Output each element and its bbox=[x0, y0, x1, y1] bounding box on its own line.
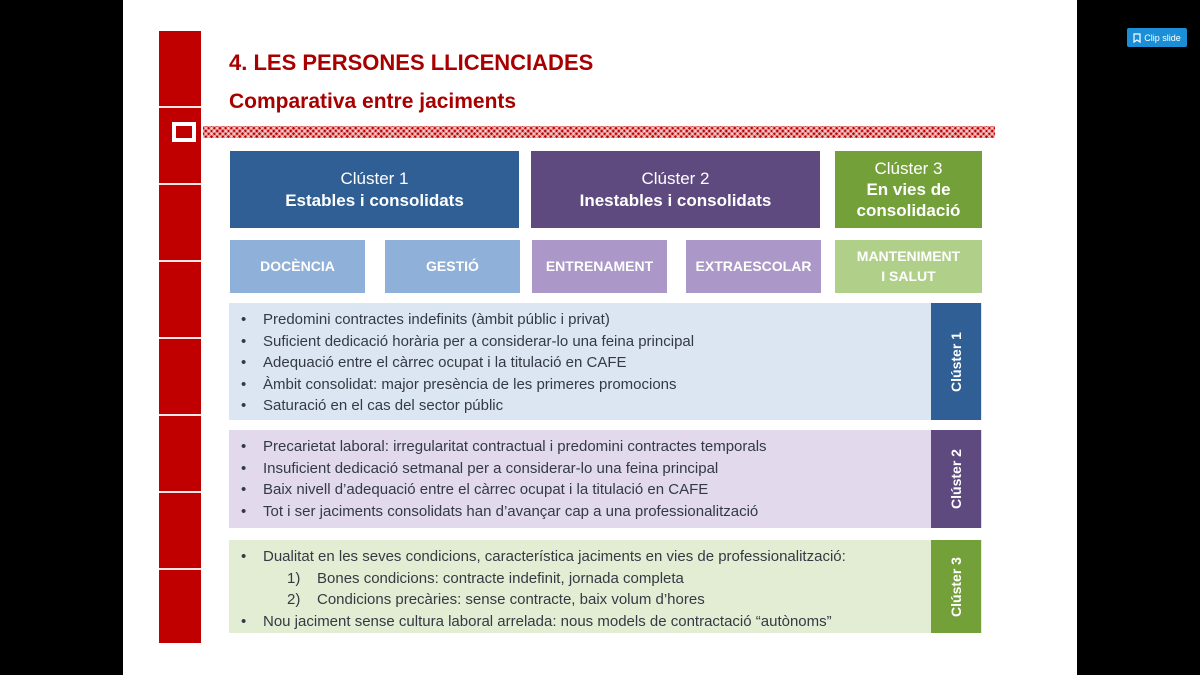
cluster-3-side-text: Clúster 3 bbox=[948, 556, 964, 617]
divider-marker bbox=[172, 122, 196, 142]
category-manteniment bbox=[835, 240, 982, 293]
clip-icon bbox=[1133, 33, 1141, 43]
category-entrenament: ENTRENAMENT bbox=[532, 240, 667, 293]
cluster-2-name: Clúster 2 bbox=[641, 169, 710, 189]
numbered-item-index: 1) bbox=[287, 569, 301, 587]
numbered-item bbox=[241, 589, 982, 611]
list-item: • Suficient dedicació horària per a considerar-lo una feina principal bbox=[241, 331, 982, 353]
cluster-2-header bbox=[531, 151, 820, 228]
list-item: • Baix nivell d’adequació entre el càrrec ocupat i la titulació en CAFE bbox=[241, 479, 982, 501]
hatched-divider bbox=[203, 126, 995, 138]
list-item: • Precarietat laboral: irregularitat contractual i predomini contractes temporals bbox=[241, 436, 982, 458]
list-item: • Nou jaciment sense cultura laboral arrelada: nous models de contractació “autònoms” bbox=[241, 611, 982, 633]
slide-subtitle: Comparativa entre jaciments bbox=[229, 90, 517, 113]
list-item: • Dualitat en les seves condicions, característica jaciments en vies de professionalització: bbox=[241, 546, 982, 568]
cluster-1-panel bbox=[229, 303, 982, 420]
slide bbox=[123, 0, 1077, 675]
cluster-3-list bbox=[241, 546, 982, 632]
slide-title: 4. LES PERSONES LLICENCIADES bbox=[229, 50, 594, 75]
cluster-3-name: Clúster 3 bbox=[874, 158, 943, 178]
list-item: • Tot i ser jaciments consolidats han d’avançar cap a una professionalització bbox=[241, 501, 982, 523]
category-gestio: GESTIÓ bbox=[385, 240, 520, 293]
cluster-2-side-text: Clúster 2 bbox=[948, 449, 964, 509]
category-extraescolar: EXTRAESCOLAR bbox=[686, 240, 821, 293]
category-manteniment-line2: I SALUT bbox=[881, 267, 936, 284]
cluster-1-side-label bbox=[931, 303, 981, 420]
cluster-1-list bbox=[241, 309, 982, 417]
cluster-3-side-label bbox=[931, 540, 981, 633]
cluster-2-desc: Inestables i consolidats bbox=[579, 190, 772, 210]
cluster-3-header bbox=[835, 151, 982, 228]
clip-slide-label: Clip slide bbox=[1144, 32, 1181, 43]
numbered-item bbox=[241, 568, 982, 590]
numbered-item-text: Bones condicions: contracte indefinit, jornada completa bbox=[317, 569, 684, 587]
cluster-1-desc: Estables i consolidats bbox=[285, 190, 464, 210]
cluster-2-list bbox=[241, 436, 982, 522]
list-item: • Àmbit consolidat: major presència de les primeres promocions bbox=[241, 374, 982, 396]
list-item: • Adequació entre el càrrec ocupat i la titulació en CAFE bbox=[241, 352, 982, 374]
category-manteniment-line1: MANTENIMENT bbox=[856, 247, 961, 264]
cluster-1-name: Clúster 1 bbox=[340, 169, 409, 189]
cluster-3-panel bbox=[229, 540, 982, 633]
cluster-2-side-label bbox=[931, 430, 981, 528]
list-item: • Predomini contractes indefinits (àmbit públic i privat) bbox=[241, 309, 982, 331]
cluster-1-side-text: Clúster 1 bbox=[948, 331, 964, 392]
numbered-item-index: 2) bbox=[287, 591, 301, 609]
cluster-3-desc-line2: consolidació bbox=[856, 201, 961, 221]
cluster-3-desc-line1: En vies de bbox=[866, 179, 951, 199]
cluster-2-panel bbox=[229, 430, 982, 528]
numbered-item-text: Condicions precàries: sense contracte, baix volum d’hores bbox=[317, 591, 705, 609]
category-docencia: DOCÈNCIA bbox=[230, 240, 365, 293]
list-item: • Insuficient dedicació setmanal per a considerar-lo una feina principal bbox=[241, 458, 982, 480]
cluster-1-header bbox=[230, 151, 519, 228]
clip-slide-button[interactable] bbox=[1127, 28, 1187, 47]
list-item: • Saturació en el cas del sector públic bbox=[241, 395, 982, 417]
